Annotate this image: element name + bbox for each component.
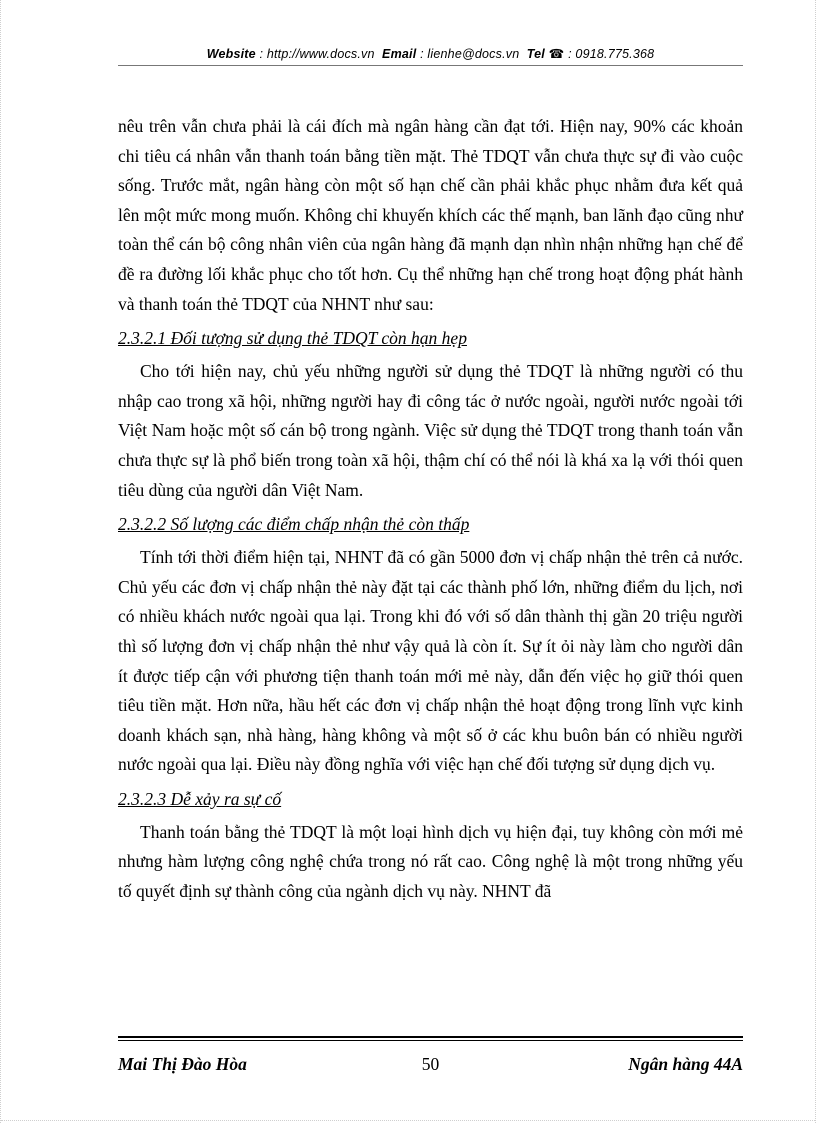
website-label: Website (206, 47, 256, 61)
section-heading-2-3-2-2: 2.3.2.2 Số lượng các điểm chấp nhận thẻ còn thấp (118, 514, 470, 535)
footer-divider-thin (118, 1040, 743, 1041)
header-divider (118, 65, 743, 66)
paragraph-acceptance-points: Tính tới thời điểm hiện tại, NHNT đã có gần 5000 đơn vị chấp nhận thẻ trên cả nước. Chủ yếu các đơn vị chấp nhận thẻ này đặt tại các thành phố lớn, những điểm du lịch, nơi có nhiều khách nước ngoài qua lại. Trong khi đó với số dân thành thị gần 20 triệu người thì số lượng đơn vị chấp nhận thẻ như vậy quả là còn ít. Sự ít ỏi này làm cho người dân ít được tiếp cận với phương tiện thanh toán mới mẻ này, dẫn đến việc họ giữ thói quen tiêu tiền mặt. Hơn nữa, hầu hết các đơn vị chấp nhận thẻ hoạt động trong lĩnh vực kinh doanh khách sạn, nhà hàng, hàng không và một số ở các khu buôn bán có nhiều người nước ngoài qua lại. Điều này đồng nghĩa với việc hạn chế đối tượng sử dụng dịch vụ. (118, 547, 743, 775)
phone-icon: ☎ (548, 47, 565, 61)
paragraph-intro: nêu trên vẫn chưa phải là cái đích mà ngân hàng cần đạt tới. Hiện nay, 90% các khoản chi tiêu cá nhân vẫn thanh toán bằng tiền mặt. Thẻ TDQT vẫn chưa thực sự đi vào cuộc sống. Trước mắt, ngân hàng còn một số hạn chế cần phải khắc phục nhằm đưa kết quả lên một mức mong muốn. Không chỉ khuyến khích các thế mạnh, ban lãnh đạo cũng như toàn thể cán bộ công nhân viên của ngân hàng đã mạnh dạn nhìn nhận những hạn chế để đề ra đường lối khắc phục cho tốt hơn. Cụ thể những hạn chế trong hoạt động phát hành và thanh toán thẻ TDQT của NHNT như sau: (118, 116, 743, 314)
section-heading-2-3-2-1: 2.3.2.1 Đối tượng sử dụng thẻ TDQT còn hạn hẹp (118, 328, 467, 349)
paragraph-card-users: Cho tới hiện nay, chủ yếu những người sử dụng thẻ TDQT là những người có thu nhập cao trong xã hội, những người hay đi công tác ở nước ngoài, người nước ngoài tới Việt Nam hoặc một số cán bộ trong ngành. Việc sử dụng thẻ TDQT trong thanh toán vẫn chưa thực sự là phổ biến trong toàn xã hội, thậm chí có thể nói là khá xa lạ với thói quen tiêu dùng của người dân Việt Nam. (118, 361, 743, 500)
website-value: : http://www.docs.vn (259, 47, 375, 61)
email-label: Email (382, 47, 417, 61)
footer-class: Ngân hàng 44A (628, 1054, 743, 1074)
section-heading-2-3-2-3: 2.3.2.3 Dễ xảy ra sự cố (118, 788, 282, 809)
page-content (118, 112, 743, 907)
footer-author: Mai Thị Đào Hòa (118, 1054, 247, 1074)
footer-divider-thick (118, 1036, 743, 1038)
page-bottom-border (1, 1120, 815, 1121)
tel-label: Tel (526, 47, 545, 61)
page-header (118, 46, 743, 61)
email-value: : lienhe@docs.vn (420, 47, 520, 61)
page-number: 50 (421, 1054, 440, 1074)
page-footer (118, 1054, 743, 1078)
tel-value: : 0918.775.368 (568, 47, 655, 61)
paragraph-incidents: Thanh toán bằng thẻ TDQT là một loại hình dịch vụ hiện đại, tuy không còn mới mẻ nhưng hàm lượng công nghệ chứa trong nó rất cao. Công nghệ là một trong những yếu tố quyết định sự thành công của ngành dịch vụ này. NHNT đã (118, 821, 743, 902)
